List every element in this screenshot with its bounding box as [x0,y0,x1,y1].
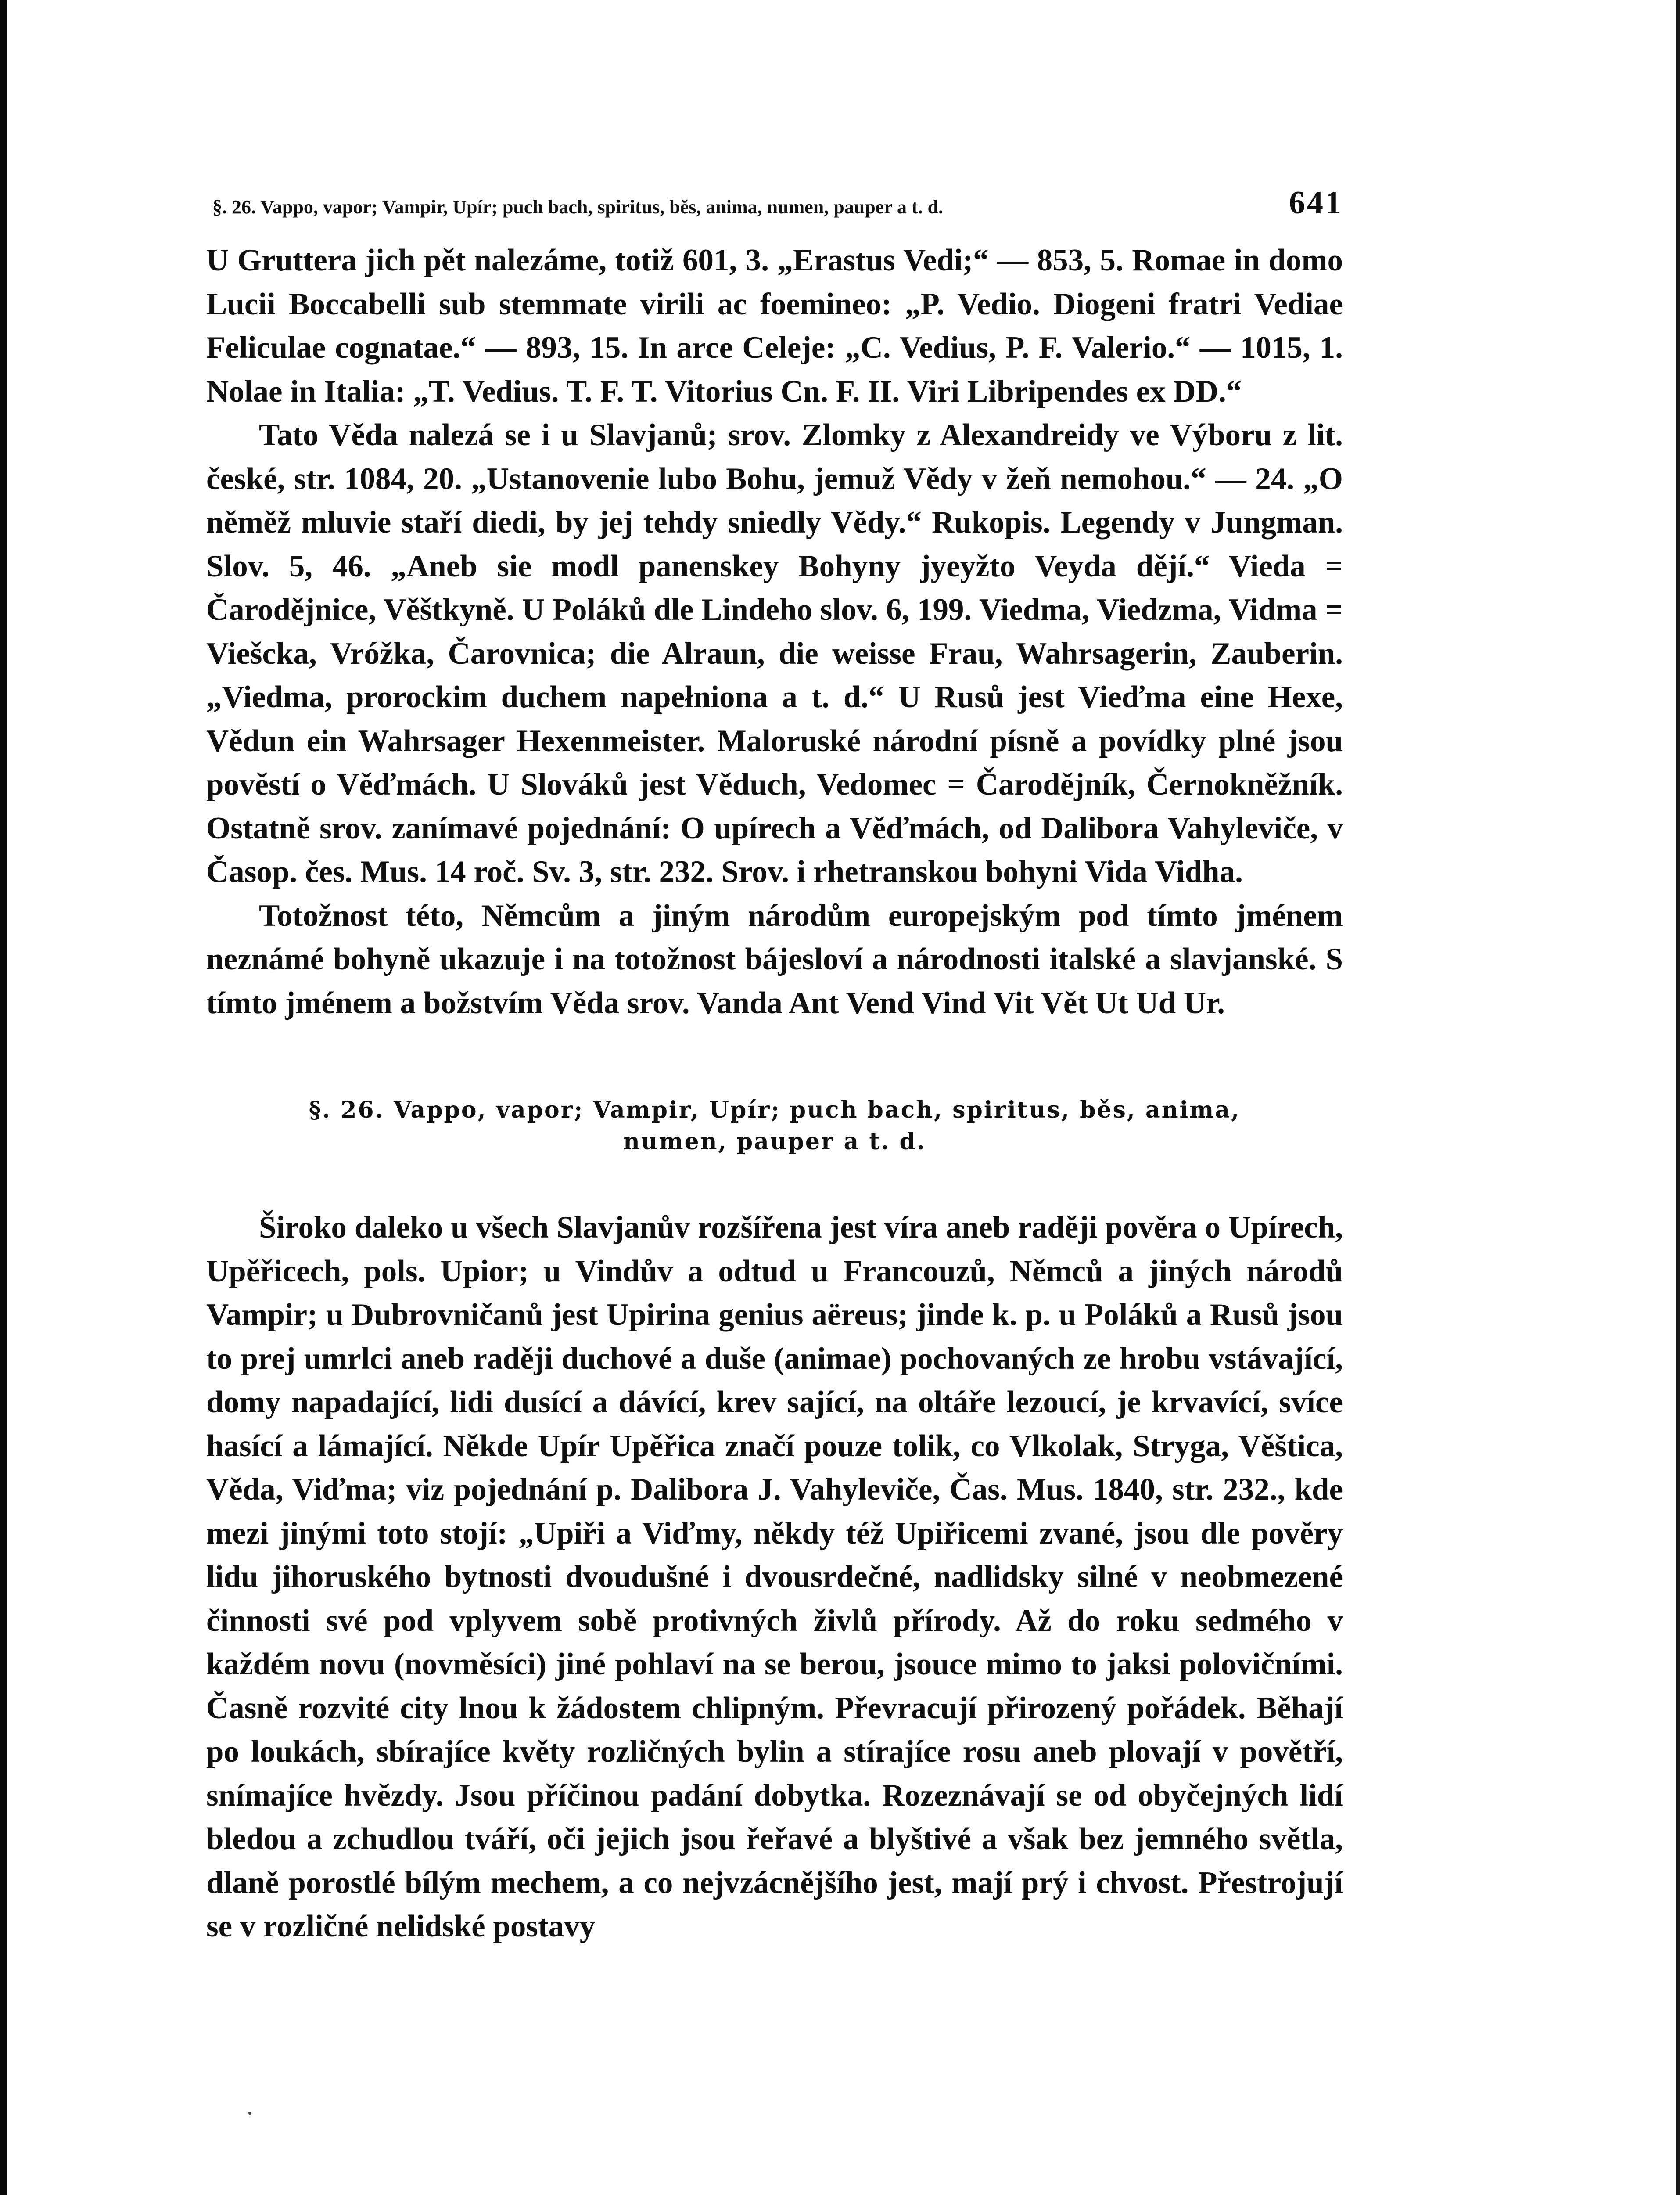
book-page [206,184,1343,1949]
scan-speck [248,2112,251,2115]
spacer [206,1025,1343,1094]
paragraph-totoznost: Totožnost této, Němcům a jiným národům europejským pod tímto jménem neznámé bohyně ukazuje i na totožnost bájesloví a národnosti italské a slavjanské. S tímto jménem a božstvím Věda srov. Vanda Ant Vend Vind Vit Vět Ut Ud Ur. [206,898,1343,1020]
section-heading-line1: §. 26. Vappo, vapor; Vampir, Upír; puch bach, spiritus, běs, anima, [309,1097,1241,1123]
running-header [212,184,1343,220]
spacer [206,1158,1343,1206]
running-title: §. 26. Vappo, vapor; Vampir, Upír; puch bach, spiritus, běs, anima, numen, pauper a t. d. [212,196,944,218]
paragraph-upiri: Široko daleko u všech Slavjanův rozšířena jest víra aneb raději pověra o Upírech, Upěřicech, pols. Upior; u Vindův a odtud u Francouzů, Němců a jiných národů Vampir; u Dubrovničanů jest Upirina genius aëreus; jinde k. p. u Poláků a Rusů jsou to prej umrlci aneb raději duchové a duše (animae) pochovaných ze hrobu vstávající, domy napadající, lidi dusící a dávící, krev sající, na oltáře lezoucí, je krvavící, svíce hasící a lámající. Někde Upír Upěřica značí pouze tolik, co Vlkolak, Stryga, Věštica, Věda, Viďma; viz pojednání p. Dalibora J. Vahyleviče, Čas. Mus. 1840, str. 232., kde mezi jinými toto stojí: „Upiři a Viďmy, někdy též Upiřicemi zvané, jsou dle pověry lidu jihoruského bytnosti dvoudušné i dvousrdečné, nadlidsky silné v neobmezené činnosti své pod vplyvem sobě protivných živlů přírody. Až do roku sedmého v každém novu (novměsíci) jiné pohlaví na se berou, jsouce mimo to jaksi polovičními. Časně rozvité city lnou k žádostem chlipným. Převracují přirozený pořádek. Běhají po loukách, sbírajíce květy rozličných bylin a stírajíce rosu aneb plovají v povětří, snímajíce hvězdy. Jsou příčinou padání dobytka. Rozeznávají se od obyčejných lidí bledou a zchudlou tváří, oči jejich jsou řeřavé a blyštivé a však bez jemného světla, dlaně porostlé bílým mechem, a co nejvzácnějšího jest, mají prý i chvost. Přestrojují se v rozličné nelidské postavy [206,1210,1343,1943]
paragraph-gruttera: U Gruttera jich pět nalezáme, totiž 601, 3. „Erastus Vedi;“ — 853, 5. Romae in domo Lucii Boccabelli sub stemmate virili ac foemineo: „P. Vedio. Diogeni fratri Vediae Feliculae cognatae.“ — 893, 15. In arce Celeje: „C. Vedius, P. F. Valerio.“ — 1015, 1. Nolae in Italia: „T. Vedius. T. F. T. Vitorius Cn. F. II. Viri Libripendes ex DD.“ [206,243,1343,409]
paragraph-veda-slavjane: Tato Věda nalezá se i u Slavjanů; srov. Zlomky z Alexandreidy ve Výboru z lit. české, str. 1084, 20. „Ustanovenie lubo Bohu, jemuž Vědy v žeň nemohou.“ — 24. „O něměž mluvie staří diedi, by jej tehdy sniedly Vědy.“ Rukopis. Legendy v Jungman. Slov. 5, 46. „Aneb sie modl panenskey Bohyny jyeyžto Veyda dějí.“ Vieda = Čarodějnice, Věštkyně. U Poláků dle Lindeho slov. 6, 199. Viedma, Viedzma, Vidma = Viešcka, Vróžka, Čarovnica; die Alraun, die weisse Frau, Wahrsagerin, Zauberin. „Viedma, prorockim duchem napełniona a t. d.“ U Rusů jest Vieďma eine Hexe, Vědun ein Wahrsager Hexenmeister. Maloruské národní písně a povídky plné jsou pověstí o Věďmách. U Slováků jest Věduch, Vedomec = Čarodějník, Černokněžník. Ostatně srov. zanímavé pojednání: O upírech a Věďmách, od Dalibora Vahyleviče, v Časop. čes. Mus. 14 roč. Sv. 3, str. 232. Srov. i rhetranskou bohyni Vida Vidha. [206,418,1343,889]
scan-edge-right [1676,0,1680,2195]
section-heading-line2: numen, pauper a t. d. [623,1128,926,1155]
scan-edge-left [0,0,7,2195]
page-number: 641 [1289,185,1343,221]
